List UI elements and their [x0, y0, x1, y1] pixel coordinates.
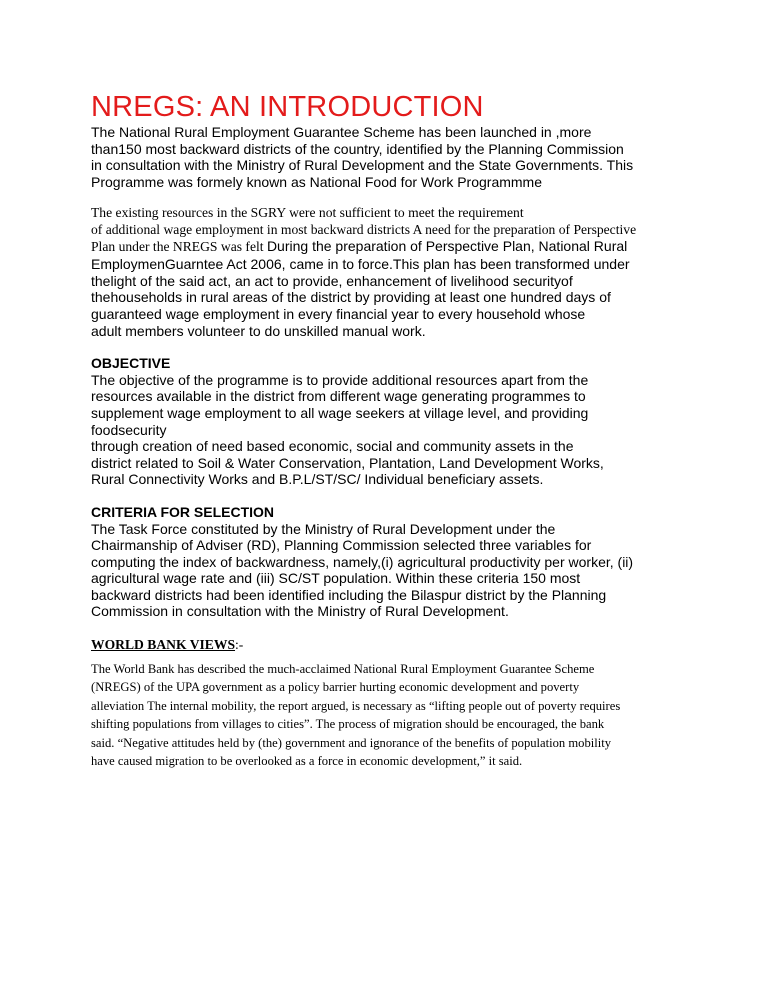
world-bank-line: said. “Negative attitudes held by (the) government and ignorance of the benefits of population mobility: [91, 735, 612, 750]
criteria-paragraph: [91, 521, 756, 621]
objective-line: foodsecurity: [91, 421, 167, 438]
objective-line: The objective of the programme is to provide additional resources apart from the: [91, 371, 589, 388]
world-bank-heading: WORLD BANK VIEWS: [91, 637, 236, 653]
objective-line: Rural Connectivity Works and B.P.L/ST/SC/ Individual beneficiary assets.: [91, 471, 544, 488]
intro-line: The National Rural Employment Guarantee Scheme has been launched in ,more: [91, 124, 592, 140]
world-bank-line: The World Bank has described the much-acclaimed National Rural Employment Guarantee Scheme: [91, 662, 595, 677]
resources-line: adult members volunteer to do unskilled manual work.: [91, 322, 426, 339]
criteria-section: [91, 504, 756, 620]
objective-line: district related to Soil & Water Conservation, Plantation, Land Development Works,: [91, 454, 604, 471]
world-bank-line: (NREGS) of the UPA government as a policy barrier hurting economic development and poverty: [91, 680, 580, 695]
criteria-line: The Task Force constituted by the Ministry of Rural Development under the: [91, 520, 556, 537]
intro-paragraph: [91, 124, 756, 190]
resources-line-sans-part: During the preparation of Perspective Plan, National Rural: [266, 238, 628, 255]
page-title: NREGS: AN INTRODUCTION: [91, 91, 484, 123]
document-page: [91, 90, 756, 771]
resources-line: guaranteed wage employment in every financial year to every household whose: [91, 305, 586, 322]
criteria-line: agricultural wage rate and (iii) SC/ST population. Within these criteria 150 most: [91, 570, 581, 587]
world-bank-paragraph: [91, 660, 756, 770]
criteria-line: computing the index of backwardness, namely,(i) agricultural productivity per worker, (ii): [91, 553, 634, 570]
world-bank-section: [91, 636, 756, 770]
resources-line: thehouseholds in rural areas of the district by providing at least one hundred days of: [91, 289, 611, 306]
objective-line: through creation of need based economic, social and community assets in the: [91, 438, 574, 455]
resources-line-serif-part: Plan under the NREGS was felt: [91, 239, 267, 255]
resources-line: thelight of the said act, an act to provide, enhancement of livelihood securityof: [91, 272, 573, 289]
intro-line: in consultation with the Ministry of Rural Development and the State Governments. This: [91, 157, 634, 174]
intro-line: than150 most backward districts of the country, identified by the Planning Commission: [91, 140, 624, 157]
world-bank-heading-line: [91, 636, 756, 654]
resources-paragraph: [91, 205, 756, 339]
resources-line: EmploymenGuarntee Act 2006, came in to force.This plan has been transformed under: [91, 256, 630, 273]
world-bank-line: have caused migration to be overlooked as a force in economic development,” it said.: [91, 754, 523, 769]
resources-mixed-line: [91, 238, 756, 256]
objective-paragraph: [91, 372, 756, 488]
objective-line: supplement wage employment to all wage seekers at village level, and providing: [91, 404, 589, 421]
intro-line: Programme was formely known as National Food for Work Programmme: [91, 173, 543, 190]
criteria-line: backward districts had been identified including the Bilaspur district by the Planning: [91, 586, 607, 603]
objective-line: resources available in the district from different wage generating programmes to: [91, 388, 586, 405]
world-bank-heading-suffix: :-: [235, 637, 244, 653]
world-bank-line: shifting populations from villages to cities”. The process of migration should be encouraged, the bank: [91, 717, 605, 732]
objective-section: [91, 355, 756, 488]
criteria-heading: CRITERIA FOR SELECTION: [91, 503, 275, 520]
resources-line: of additional wage employment in most backward districts A need for the preparation of Perspective: [91, 221, 637, 237]
objective-heading: OBJECTIVE: [91, 355, 171, 372]
resources-line: The existing resources in the SGRY were not sufficient to meet the requirement: [91, 205, 524, 221]
criteria-line: Commission in consultation with the Ministry of Rural Development.: [91, 603, 509, 620]
criteria-line: Chairmanship of Adviser (RD), Planning Commission selected three variables for: [91, 537, 592, 554]
world-bank-line: alleviation The internal mobility, the report argued, is necessary as “lifting people out of poverty requires: [91, 698, 621, 713]
